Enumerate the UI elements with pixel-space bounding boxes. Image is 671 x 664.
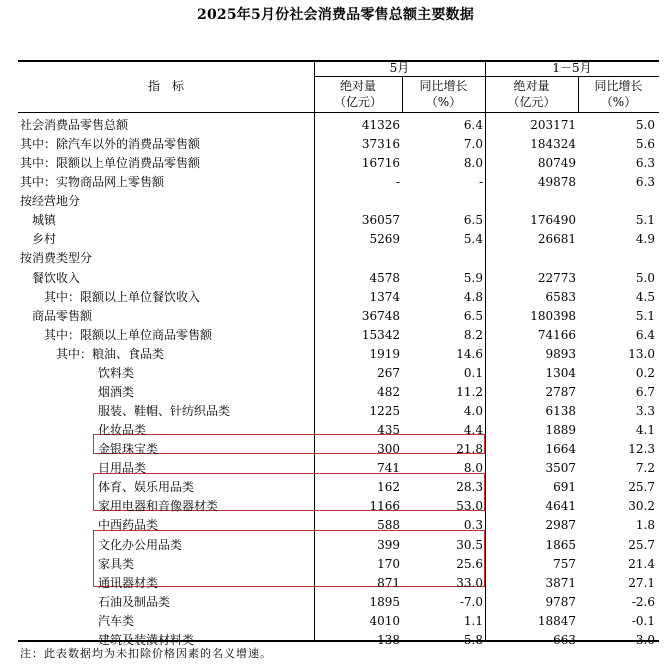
cell-may-abs: 1919 bbox=[369, 346, 400, 361]
cell-may-abs: 399 bbox=[377, 537, 400, 552]
cell-may-yoy: 5.4 bbox=[463, 232, 483, 247]
cell-may-yoy: 28.3 bbox=[456, 480, 483, 495]
cell-may-yoy: 0.3 bbox=[463, 518, 483, 533]
cell-cum-abs: 26681 bbox=[537, 232, 576, 247]
row-label: 家用电器和音像器材类 bbox=[98, 499, 219, 514]
table-row bbox=[18, 555, 659, 574]
cell-cum-yoy: 7.2 bbox=[635, 461, 655, 476]
cell-may-yoy: 53.0 bbox=[456, 499, 483, 514]
table-row bbox=[18, 230, 659, 249]
table-row bbox=[18, 421, 659, 440]
cell-cum-abs: 1664 bbox=[545, 442, 576, 457]
table-row bbox=[18, 345, 659, 364]
cell-may-yoy: 33.0 bbox=[456, 575, 483, 590]
cell-may-abs: 15342 bbox=[361, 327, 400, 342]
cell-may-abs: 482 bbox=[377, 384, 400, 399]
table-row bbox=[18, 536, 659, 555]
cell-cum-abs: 691 bbox=[553, 480, 576, 495]
cell-cum-yoy: -2.6 bbox=[631, 594, 655, 609]
cell-cum-yoy: 6.4 bbox=[635, 327, 655, 342]
cell-may-yoy: - bbox=[478, 175, 483, 190]
cell-cum-yoy: 21.4 bbox=[628, 556, 655, 571]
cell-may-yoy: 1.1 bbox=[463, 613, 483, 628]
cell-cum-abs: 663 bbox=[553, 632, 576, 647]
cell-may-abs: 4010 bbox=[369, 613, 400, 628]
cell-cum-abs: 3871 bbox=[545, 575, 576, 590]
cell-may-abs: 36057 bbox=[361, 213, 400, 228]
table-row bbox=[18, 402, 659, 421]
header-may-abs bbox=[314, 78, 402, 110]
row-label: 其中：除汽车以外的消费品零售额 bbox=[20, 137, 201, 152]
table-row bbox=[18, 173, 659, 192]
row-label: 社会消费品零售总额 bbox=[20, 118, 129, 132]
cell-cum-abs: 176490 bbox=[530, 213, 576, 228]
cell-may-abs: - bbox=[395, 175, 400, 190]
row-label: 其中：粮油、食品类 bbox=[56, 346, 165, 361]
header-may-yoy-label: 同比增长 bbox=[419, 79, 468, 93]
row-label: 其中：实物商品网上零售额 bbox=[20, 175, 165, 190]
cell-cum-yoy: 3.3 bbox=[635, 404, 655, 419]
cell-may-abs: 871 bbox=[377, 575, 400, 590]
cell-cum-abs: 1889 bbox=[545, 423, 576, 438]
cell-cum-abs: 180398 bbox=[530, 308, 576, 323]
cell-may-yoy: 5.8 bbox=[463, 632, 483, 647]
cell-may-yoy: -7.0 bbox=[459, 594, 483, 609]
cell-cum-abs: 1865 bbox=[545, 537, 576, 552]
header-cum-abs-unit: （亿元） bbox=[507, 95, 556, 109]
table-row bbox=[18, 574, 659, 593]
cell-cum-abs: 9893 bbox=[545, 346, 576, 361]
row-label: 餐饮收入 bbox=[32, 270, 81, 285]
cell-may-abs: 741 bbox=[377, 461, 400, 476]
row-label: 家具类 bbox=[98, 556, 135, 571]
cell-may-abs: 36748 bbox=[361, 308, 400, 323]
cell-may-abs: 1166 bbox=[369, 499, 400, 514]
cell-cum-yoy: 5.1 bbox=[635, 213, 655, 228]
row-label: 城镇 bbox=[32, 213, 57, 228]
row-label: 化妆品类 bbox=[98, 423, 147, 438]
cell-cum-abs: 1304 bbox=[545, 365, 576, 380]
header-may-abs-label: 绝对量 bbox=[339, 79, 376, 93]
cell-cum-abs: 184324 bbox=[530, 137, 576, 152]
cell-cum-abs: 6138 bbox=[545, 404, 576, 419]
header-indicator: 指 标 bbox=[147, 79, 184, 93]
cell-may-abs: 16716 bbox=[361, 156, 400, 171]
cell-cum-abs: 22773 bbox=[537, 270, 576, 285]
table-row bbox=[18, 326, 659, 345]
footnote: 注：此表数据均为未扣除价格因素的名义增速。 bbox=[20, 647, 272, 660]
cell-may-abs: 41326 bbox=[361, 118, 400, 132]
table-row bbox=[18, 612, 659, 631]
header-cum-yoy bbox=[578, 78, 659, 110]
data-table bbox=[18, 60, 659, 647]
table-row bbox=[18, 440, 659, 459]
cell-cum-yoy: 27.1 bbox=[628, 575, 655, 590]
cell-may-abs: 4578 bbox=[369, 270, 400, 285]
row-label: 按消费类型分 bbox=[20, 251, 93, 266]
table-row bbox=[18, 497, 659, 516]
cell-cum-yoy: 4.1 bbox=[635, 423, 655, 438]
row-label: 乡村 bbox=[32, 232, 57, 247]
header-bottom-rule bbox=[18, 112, 659, 113]
header-cum-abs bbox=[485, 78, 578, 110]
row-label: 建筑及装潢材料类 bbox=[98, 632, 195, 647]
cell-may-yoy: 7.0 bbox=[463, 137, 483, 152]
cell-may-abs: 267 bbox=[377, 365, 400, 380]
cell-may-yoy: 0.1 bbox=[463, 365, 483, 380]
cell-may-abs: 37316 bbox=[361, 137, 400, 152]
cell-may-yoy: 8.2 bbox=[463, 327, 483, 342]
cell-cum-yoy: 6.3 bbox=[635, 156, 655, 171]
row-label: 通讯器材类 bbox=[98, 575, 159, 590]
cell-may-abs: 170 bbox=[377, 556, 400, 571]
table-row bbox=[18, 288, 659, 307]
cell-may-abs: 1225 bbox=[369, 404, 400, 419]
cell-cum-yoy: 5.6 bbox=[635, 137, 655, 152]
table-row bbox=[18, 192, 659, 211]
table-row bbox=[18, 364, 659, 383]
table-row bbox=[18, 516, 659, 535]
cell-cum-abs: 49878 bbox=[537, 175, 576, 190]
cell-cum-yoy: 1.8 bbox=[635, 518, 655, 533]
cell-cum-yoy: -0.1 bbox=[631, 613, 655, 628]
cell-may-abs: 588 bbox=[377, 518, 400, 533]
group-header-rule bbox=[314, 76, 659, 77]
cell-cum-abs: 9787 bbox=[545, 594, 576, 609]
table-row bbox=[18, 383, 659, 402]
cell-may-abs: 162 bbox=[377, 480, 400, 495]
row-label: 中西药品类 bbox=[98, 518, 159, 533]
cell-may-abs: 1895 bbox=[369, 594, 400, 609]
header-group-jan-may: 1－5月 bbox=[552, 61, 592, 75]
table-row bbox=[18, 459, 659, 478]
cell-cum-yoy: 5.0 bbox=[635, 270, 655, 285]
row-label: 日用品类 bbox=[98, 461, 147, 476]
cell-may-abs: 138 bbox=[377, 632, 400, 647]
header-cum-yoy-unit: （%） bbox=[600, 95, 637, 109]
header-may-abs-unit: （亿元） bbox=[333, 95, 382, 109]
cell-cum-yoy: 30.2 bbox=[628, 499, 655, 514]
cell-cum-yoy: 4.5 bbox=[635, 289, 655, 304]
cell-cum-yoy: 12.3 bbox=[628, 442, 655, 457]
cell-may-yoy: 4.4 bbox=[463, 423, 483, 438]
table-row bbox=[18, 593, 659, 612]
row-label: 其中：限额以上单位商品零售额 bbox=[44, 327, 213, 342]
cell-may-abs: 300 bbox=[377, 442, 400, 457]
cell-cum-yoy: 25.7 bbox=[628, 480, 655, 495]
row-label: 其中：限额以上单位消费品零售额 bbox=[20, 156, 201, 171]
cell-may-yoy: 4.8 bbox=[463, 289, 483, 304]
cell-may-yoy: 6.5 bbox=[463, 213, 483, 228]
cell-cum-yoy: 0.2 bbox=[635, 365, 655, 380]
cell-cum-abs: 18847 bbox=[537, 613, 576, 628]
header-cum-abs-label: 绝对量 bbox=[513, 79, 550, 93]
cell-cum-yoy: 13.0 bbox=[628, 346, 655, 361]
cell-cum-abs: 4641 bbox=[545, 499, 576, 514]
cell-cum-yoy: 6.7 bbox=[635, 384, 655, 399]
cell-may-yoy: 5.9 bbox=[463, 270, 483, 285]
cell-cum-abs: 757 bbox=[553, 556, 576, 571]
cell-may-abs: 5269 bbox=[369, 232, 400, 247]
cell-may-yoy: 14.6 bbox=[456, 346, 483, 361]
cell-cum-yoy: 6.3 bbox=[635, 175, 655, 190]
row-label: 石油及制品类 bbox=[98, 594, 171, 609]
table-row bbox=[18, 135, 659, 154]
table-row bbox=[18, 269, 659, 288]
cell-may-yoy: 25.6 bbox=[456, 556, 483, 571]
table-row bbox=[18, 116, 659, 135]
cell-cum-yoy: 4.9 bbox=[635, 232, 655, 247]
table-row bbox=[18, 211, 659, 230]
row-label: 体育、娱乐用品类 bbox=[98, 480, 195, 495]
row-label: 其中：限额以上单位餐饮收入 bbox=[44, 289, 201, 304]
table-row bbox=[18, 478, 659, 497]
row-label: 文化办公用品类 bbox=[98, 537, 183, 552]
cell-cum-abs: 6583 bbox=[545, 289, 576, 304]
row-label: 金银珠宝类 bbox=[98, 442, 159, 457]
cell-cum-abs: 2787 bbox=[545, 384, 576, 399]
cell-cum-abs: 3507 bbox=[545, 461, 576, 476]
cell-may-yoy: 8.0 bbox=[463, 461, 483, 476]
header-group-may: 5月 bbox=[389, 61, 410, 75]
header-may-yoy-unit: （%） bbox=[425, 95, 462, 109]
row-label: 饮料类 bbox=[98, 365, 135, 380]
cell-cum-abs: 2987 bbox=[545, 518, 576, 533]
header-cum-yoy-label: 同比增长 bbox=[594, 79, 643, 93]
table-row bbox=[18, 307, 659, 326]
table-row bbox=[18, 154, 659, 173]
cell-may-yoy: 21.8 bbox=[456, 442, 483, 457]
cell-cum-yoy: 3.0 bbox=[635, 632, 655, 647]
cell-may-yoy: 6.4 bbox=[463, 118, 483, 132]
row-label: 汽车类 bbox=[98, 613, 135, 628]
cell-may-abs: 435 bbox=[377, 423, 400, 438]
table-row bbox=[18, 249, 659, 268]
cell-may-abs: 1374 bbox=[369, 289, 400, 304]
cell-may-yoy: 11.2 bbox=[456, 384, 483, 399]
row-label: 按经营地分 bbox=[20, 194, 81, 209]
cell-may-yoy: 6.5 bbox=[463, 308, 483, 323]
cell-cum-abs: 80749 bbox=[537, 156, 576, 171]
cell-cum-abs: 203171 bbox=[530, 118, 576, 132]
row-label: 服装、鞋帽、针纺织品类 bbox=[98, 404, 231, 419]
cell-cum-yoy: 5.1 bbox=[635, 308, 655, 323]
cell-cum-yoy: 25.7 bbox=[628, 537, 655, 552]
cell-cum-yoy: 5.0 bbox=[635, 118, 655, 132]
header-may-yoy bbox=[402, 78, 485, 110]
cell-cum-abs: 74166 bbox=[537, 327, 576, 342]
page-title: 2025年5月份社会消费品零售总额主要数据 bbox=[197, 7, 474, 23]
row-label: 商品零售额 bbox=[32, 308, 93, 323]
row-label: 烟酒类 bbox=[98, 384, 135, 399]
cell-may-yoy: 30.5 bbox=[456, 537, 483, 552]
cell-may-yoy: 8.0 bbox=[463, 156, 483, 171]
cell-may-yoy: 4.0 bbox=[463, 404, 483, 419]
